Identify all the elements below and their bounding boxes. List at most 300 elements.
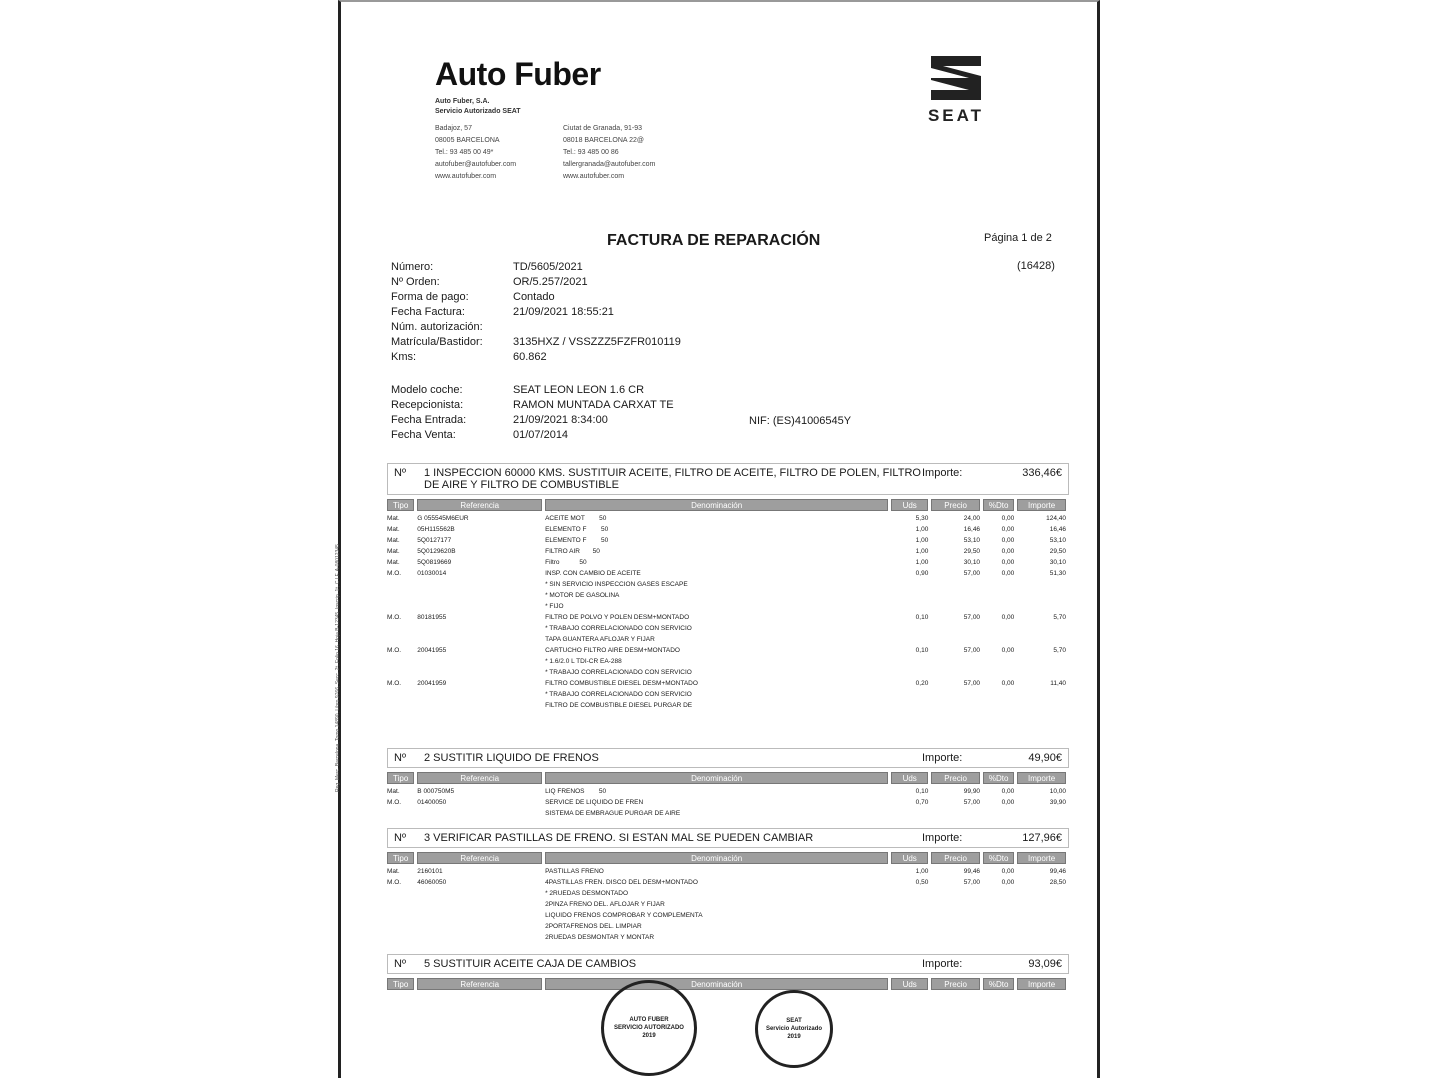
column-header-dto: %Dto (983, 499, 1014, 511)
vehicle-info-block (391, 383, 674, 443)
line-ref (417, 932, 542, 943)
info-label: Fecha Entrada: (391, 414, 467, 426)
line-ref: 80181955 (417, 614, 447, 621)
address-line: 08005 BARCELONA (435, 137, 500, 144)
line-tipo: M.O. (387, 879, 402, 886)
line-imp (1017, 590, 1066, 601)
info-label: Recepcionista: (391, 399, 464, 411)
line-den: SISTEMA DE EMBRAGUE PURGAR DE AIRE (545, 810, 681, 817)
column-header-uds: Uds (891, 852, 928, 864)
line-item (387, 513, 1069, 524)
page-number: Página 1 de 2 (984, 232, 1052, 244)
line-pre (931, 808, 980, 819)
line-den: FILTRO COMBUSTIBLE DIESEL DESM+MONTADO (545, 680, 698, 687)
line-uds: 5,30 (915, 515, 929, 522)
info-label: Fecha Factura: (391, 306, 465, 318)
line-ref (417, 899, 542, 910)
line-uds: 1,00 (915, 548, 929, 555)
line-uds (891, 601, 928, 612)
line-den: 2RUEDAS DESMONTAR Y MONTAR (545, 934, 655, 941)
line-pre (931, 667, 980, 678)
column-header-pre: Precio (931, 772, 980, 784)
line-item (387, 667, 1069, 678)
address-block-2 (563, 123, 655, 183)
column-header-tipo: Tipo (387, 978, 414, 990)
line-dto (983, 899, 1014, 910)
line-dto: 0,00 (1001, 614, 1015, 621)
line-pre (931, 921, 980, 932)
line-dto: 0,00 (1001, 680, 1015, 687)
section-amount: 93,09€ (1028, 958, 1062, 970)
address-line: Badajoz, 57 (435, 125, 472, 132)
column-header-dto: %Dto (983, 852, 1014, 864)
line-den: ELEMENTO F 50 (545, 526, 609, 533)
column-header-pre: Precio (931, 499, 980, 511)
line-tipo: Mat. (387, 537, 400, 544)
seal-text: SEAT (786, 1018, 802, 1024)
address-line: Tel.: 93 485 00 86 (563, 149, 619, 156)
line-item (387, 568, 1069, 579)
column-header-imp: Importe (1017, 852, 1066, 864)
section-amount-label: Importe: (922, 467, 963, 479)
line-den: ACEITE MOT 50 (545, 515, 607, 522)
line-tipo: Mat. (387, 548, 400, 555)
line-ref (417, 888, 542, 899)
line-tipo: M.O. (387, 647, 402, 654)
line-tipo (387, 623, 414, 634)
line-item (387, 601, 1069, 612)
address-line: tallergranada@autofuber.com (563, 161, 656, 168)
line-imp: 53,10 (1049, 537, 1067, 544)
column-header-pre: Precio (931, 978, 980, 990)
line-pre: 30,10 (963, 559, 981, 566)
invoice-info-block (391, 260, 681, 365)
line-ref: 5Q0819669 (417, 559, 452, 566)
line-imp: 99,46 (1049, 868, 1067, 875)
line-item (387, 557, 1069, 568)
info-label: Nº Orden: (391, 276, 440, 288)
line-tipo (387, 808, 414, 819)
line-ref (417, 656, 542, 667)
line-den: * MOTOR DE GASOLINA (545, 592, 620, 599)
line-dto: 0,00 (1001, 647, 1015, 654)
registry-text: Reg. Merc. Barcelona, Tomo 14890, Libro 9766, Secc. 2ª, Folio 16, Hoja B-12345, Inscrip. 1ª, C.I.F. A-08012345 (335, 544, 341, 792)
line-uds (891, 808, 928, 819)
repair-section (387, 828, 1069, 943)
line-item (387, 612, 1069, 623)
line-tipo: Mat. (387, 559, 400, 566)
line-pre (931, 932, 980, 943)
line-uds: 1,00 (915, 537, 929, 544)
info-row (391, 335, 681, 350)
line-ref (417, 700, 542, 711)
line-tipo (387, 656, 414, 667)
info-label: Fecha Venta: (391, 429, 456, 441)
document-title: FACTURA DE REPARACIÓN (607, 232, 821, 249)
info-row (391, 413, 674, 428)
info-label: Modelo coche: (391, 384, 463, 396)
line-imp (1017, 623, 1066, 634)
line-ref (417, 808, 542, 819)
address-line: 08018 BARCELONA 22@ (563, 137, 645, 144)
line-uds: 1,00 (915, 559, 929, 566)
seal-text: Servicio Autorizado (765, 1026, 823, 1032)
line-dto: 0,00 (1001, 548, 1015, 555)
line-dto (983, 921, 1014, 932)
line-uds (891, 590, 928, 601)
line-dto (983, 579, 1014, 590)
line-den: FILTRO AIR 50 (545, 548, 600, 555)
seat-logo (901, 54, 1011, 126)
table-header (387, 978, 1069, 990)
line-item (387, 888, 1069, 899)
line-tipo (387, 700, 414, 711)
section-no-label: Nº (394, 752, 406, 764)
line-dto (983, 932, 1014, 943)
line-dto: 0,00 (1001, 570, 1015, 577)
line-pre (931, 634, 980, 645)
line-pre (931, 899, 980, 910)
line-den: CARTUCHO FILTRO AIRE DESM+MONTADO (545, 647, 680, 654)
line-pre: 57,00 (963, 680, 981, 687)
line-item (387, 808, 1069, 819)
line-den: * 2RUEDAS DESMONTADO (545, 890, 629, 897)
line-ref: 01030014 (417, 570, 447, 577)
reference-number: (16428) (1017, 260, 1055, 272)
column-header-imp: Importe (1017, 978, 1066, 990)
column-header-pre: Precio (931, 852, 980, 864)
column-header-imp: Importe (1017, 499, 1066, 511)
line-tipo (387, 921, 414, 932)
table-header (387, 772, 1069, 784)
line-uds: 0,50 (915, 879, 929, 886)
column-header-dto: %Dto (983, 978, 1014, 990)
line-tipo: M.O. (387, 614, 402, 621)
line-ref (417, 601, 542, 612)
brand-name: SEAT (927, 106, 985, 125)
line-ref: 05H115562B (417, 526, 455, 533)
line-item (387, 634, 1069, 645)
column-header-ref: Referencia (417, 978, 542, 990)
line-tipo (387, 910, 414, 921)
info-row (391, 305, 681, 320)
section-header (387, 954, 1069, 974)
seal-text: AUTO FUBER (629, 1017, 669, 1023)
line-uds: 0,10 (915, 788, 929, 795)
line-pre (931, 601, 980, 612)
line-ref: B 000750M5 (417, 788, 455, 795)
column-header-tipo: Tipo (387, 499, 414, 511)
info-row (391, 350, 681, 365)
line-den: SERVICE DE LIQUIDO DE FREN (545, 799, 644, 806)
line-items (387, 786, 1069, 819)
line-dto: 0,00 (1001, 799, 1015, 806)
info-row (391, 260, 681, 275)
line-tipo (387, 634, 414, 645)
line-den: LIQUIDO FRENOS COMPROBAR Y COMPLEMENTA (545, 912, 703, 919)
line-uds (891, 667, 928, 678)
line-item (387, 866, 1069, 877)
column-header-ref: Referencia (417, 499, 542, 511)
line-pre: 57,00 (963, 799, 981, 806)
line-imp (1017, 689, 1066, 700)
line-imp: 10,00 (1049, 788, 1067, 795)
line-ref: 5Q0127177 (417, 537, 452, 544)
line-imp (1017, 808, 1066, 819)
section-amount: 49,90€ (1028, 752, 1062, 764)
company-legal-name: Auto Fuber, S.A. (435, 98, 490, 105)
line-den: * SIN SERVICIO INSPECCION GASES ESCAPE (545, 581, 688, 588)
line-tipo (387, 932, 414, 943)
line-uds: 0,90 (915, 570, 929, 577)
invoice-page (335, 0, 1100, 1078)
line-pre (931, 910, 980, 921)
info-value: 01/07/2014 (513, 429, 569, 441)
line-pre (931, 656, 980, 667)
line-uds: 1,00 (915, 868, 929, 875)
info-value: Contado (513, 291, 555, 303)
line-uds (891, 700, 928, 711)
section-no-label: Nº (394, 467, 406, 479)
line-tipo: M.O. (387, 799, 402, 806)
repair-section (387, 463, 1069, 711)
line-uds (891, 910, 928, 921)
line-pre (931, 689, 980, 700)
line-imp (1017, 667, 1066, 678)
line-pre: 57,00 (963, 879, 981, 886)
line-ref (417, 623, 542, 634)
company-header (435, 56, 601, 117)
line-tipo: Mat. (387, 868, 400, 875)
line-dto: 0,00 (1001, 537, 1015, 544)
line-dto (983, 700, 1014, 711)
line-den: INSP. CON CAMBIO DE ACEITE (545, 570, 641, 577)
line-imp (1017, 921, 1066, 932)
line-tipo (387, 579, 414, 590)
line-uds: 0,10 (915, 647, 929, 654)
line-ref (417, 579, 542, 590)
section-description: 2 SUSTITIR LIQUIDO DE FRENOS (424, 752, 599, 764)
company-name: Auto Fuber (435, 56, 601, 92)
line-pre (931, 623, 980, 634)
line-item (387, 797, 1069, 808)
info-label: Número: (391, 261, 434, 273)
line-imp (1017, 932, 1066, 943)
seal-text: 2019 (787, 1034, 801, 1040)
line-uds (891, 634, 928, 645)
line-dto: 0,00 (1001, 868, 1015, 875)
line-imp: 28,50 (1049, 879, 1067, 886)
line-tipo (387, 590, 414, 601)
line-tipo: Mat. (387, 526, 400, 533)
section-no-label: Nº (394, 832, 406, 844)
info-value: OR/5.257/2021 (513, 276, 588, 288)
line-ref (417, 910, 542, 921)
line-den: 2PINZA FRENO DEL. AFLOJAR Y FIJAR (545, 901, 665, 908)
line-uds: 0,10 (915, 614, 929, 621)
line-dto (983, 601, 1014, 612)
address-line: www.autofuber.com (563, 173, 625, 180)
section-amount-label: Importe: (922, 752, 963, 764)
line-imp (1017, 634, 1066, 645)
address-line: www.autofuber.com (435, 173, 497, 180)
line-tipo: M.O. (387, 680, 402, 687)
line-den: * TRABAJO CORRELACIONADO CON SERVICIO (545, 669, 692, 676)
line-uds (891, 656, 928, 667)
line-pre (931, 590, 980, 601)
line-imp (1017, 579, 1066, 590)
line-item (387, 910, 1069, 921)
line-tipo: M.O. (387, 570, 402, 577)
line-ref (417, 921, 542, 932)
column-header-uds: Uds (891, 978, 928, 990)
line-pre: 57,00 (963, 570, 981, 577)
column-header-ref: Referencia (417, 772, 542, 784)
line-uds: 1,00 (915, 526, 929, 533)
line-den: 2PORTAFRENOS DEL. LIMPIAR (545, 923, 642, 930)
line-pre: 99,46 (963, 868, 981, 875)
line-items (387, 866, 1069, 943)
line-dto (983, 667, 1014, 678)
line-uds (891, 899, 928, 910)
info-value: 21/09/2021 18:55:21 (513, 306, 614, 318)
line-imp (1017, 899, 1066, 910)
line-item (387, 932, 1069, 943)
line-imp (1017, 601, 1066, 612)
line-den: 4PASTILLAS FREN. DISCO DEL DESM+MONTADO (545, 879, 698, 886)
column-header-den: Denominación (545, 978, 888, 990)
line-imp: 51,30 (1049, 570, 1067, 577)
info-value: 60.862 (513, 351, 547, 363)
line-dto (983, 590, 1014, 601)
line-item (387, 921, 1069, 932)
line-tipo (387, 689, 414, 700)
section-amount: 127,96€ (1022, 832, 1062, 844)
line-ref (417, 689, 542, 700)
info-label: Núm. autorización: (391, 321, 483, 333)
line-den: FILTRO DE POLVO Y POLEN DESM+MONTADO (545, 614, 690, 621)
line-item (387, 678, 1069, 689)
line-pre: 57,00 (963, 647, 981, 654)
line-ref: 01400050 (417, 799, 447, 806)
line-pre: 29,50 (963, 548, 981, 555)
column-header-den: Denominación (545, 852, 888, 864)
column-header-den: Denominación (545, 499, 888, 511)
section-description: 5 SUSTITUIR ACEITE CAJA DE CAMBIOS (424, 958, 637, 970)
line-imp (1017, 888, 1066, 899)
line-dto (983, 910, 1014, 921)
line-dto: 0,00 (1001, 515, 1015, 522)
section-amount: 336,46€ (1022, 467, 1062, 479)
section-header (387, 828, 1069, 848)
repair-section (387, 748, 1069, 819)
line-ref (417, 590, 542, 601)
section-header (387, 463, 1069, 495)
line-items (387, 513, 1069, 711)
line-den: PASTILLAS FRENO (545, 868, 604, 875)
column-header-den: Denominación (545, 772, 888, 784)
line-pre: 99,90 (963, 788, 981, 795)
address-line: Tel.: 93 485 00 49* (435, 149, 494, 156)
line-uds (891, 932, 928, 943)
line-dto (983, 656, 1014, 667)
line-uds (891, 579, 928, 590)
line-uds (891, 888, 928, 899)
section-header (387, 748, 1069, 768)
line-item (387, 877, 1069, 888)
line-imp: 29,50 (1049, 548, 1067, 555)
section-amount-label: Importe: (922, 832, 963, 844)
info-value: RAMON MUNTADA CARXAT TE (513, 399, 674, 411)
line-item (387, 786, 1069, 797)
info-value: 3135HXZ / VSSZZZ5FZFR010119 (513, 336, 681, 348)
line-dto: 0,00 (1001, 559, 1015, 566)
line-imp: 39,90 (1049, 799, 1067, 806)
nif-label: NIF: (ES)41006545Y (749, 415, 852, 427)
line-den: LIQ FRENOS 50 (545, 788, 607, 795)
column-header-dto: %Dto (983, 772, 1014, 784)
section-no-label: Nº (394, 958, 406, 970)
line-den: Filtro 50 (545, 559, 587, 566)
line-dto: 0,00 (1001, 526, 1015, 533)
line-ref (417, 634, 542, 645)
line-ref: 2160101 (417, 868, 443, 875)
info-label: Forma de pago: (391, 291, 469, 303)
line-dto (983, 689, 1014, 700)
line-den: * TRABAJO CORRELACIONADO CON SERVICIO (545, 625, 692, 632)
line-tipo (387, 601, 414, 612)
seal-text: 2019 (642, 1033, 656, 1039)
line-uds (891, 689, 928, 700)
line-uds (891, 623, 928, 634)
line-dto: 0,00 (1001, 879, 1015, 886)
line-ref (417, 667, 542, 678)
line-den: * 1.6/2.0 L TDI-CR EA-288 (545, 658, 622, 665)
line-den: ELEMENTO F 50 (545, 537, 609, 544)
line-imp: 5,70 (1053, 647, 1067, 654)
info-row (391, 275, 681, 290)
auto-fuber-seal (601, 980, 697, 1076)
line-item (387, 656, 1069, 667)
line-item (387, 579, 1069, 590)
line-uds: 0,70 (915, 799, 929, 806)
address-line: autofuber@autofuber.com (435, 161, 517, 168)
line-tipo (387, 667, 414, 678)
line-tipo: Mat. (387, 788, 400, 795)
line-den: * TRABAJO CORRELACIONADO CON SERVICIO (545, 691, 692, 698)
line-imp (1017, 910, 1066, 921)
line-dto (983, 808, 1014, 819)
line-item (387, 689, 1069, 700)
line-item (387, 590, 1069, 601)
column-header-tipo: Tipo (387, 772, 414, 784)
line-imp: 124,40 (1046, 515, 1067, 522)
seat-service-seal (755, 990, 833, 1068)
line-item (387, 623, 1069, 634)
line-tipo (387, 899, 414, 910)
repair-section (387, 954, 1069, 990)
line-item (387, 535, 1069, 546)
info-row (391, 428, 674, 443)
line-ref: 20041955 (417, 647, 447, 654)
registry-side-text (335, 322, 355, 802)
line-ref: 5Q0129620B (417, 548, 456, 555)
info-value: SEAT LEON LEON 1.6 CR (513, 384, 645, 396)
line-uds (891, 921, 928, 932)
line-pre: 53,10 (963, 537, 981, 544)
column-header-uds: Uds (891, 499, 928, 511)
column-header-imp: Importe (1017, 772, 1066, 784)
